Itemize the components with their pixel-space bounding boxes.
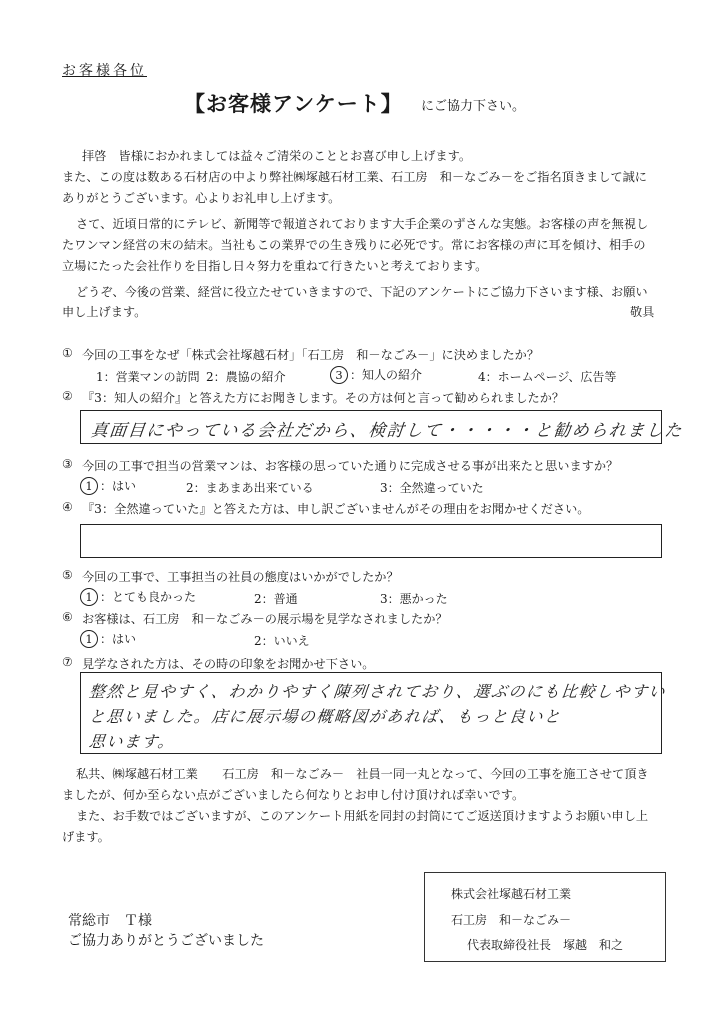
q2-number: ②	[62, 389, 73, 403]
q5-option-2: 2：普通	[254, 592, 298, 606]
page-title: 【お客様アンケート】	[184, 91, 403, 116]
q7-handwritten-line-3: 思います。	[87, 732, 177, 751]
q1-number: ①	[62, 346, 73, 360]
q5-number: ⑤	[62, 568, 73, 582]
q3-number: ③	[62, 457, 73, 471]
company-representative: 代表取締役社長 塚越 和之	[467, 938, 624, 952]
q6-text: お客様は、石工房 和－なごみ－の展示場を見学なされましたか？	[82, 612, 448, 626]
q3-text: 今回の工事で担当の営業マンは、お客様の思っていた通りに完成させる事が出来たと思いますか？	[82, 459, 619, 473]
q3-option-1	[80, 477, 136, 495]
q1-text: 今回の工事をなぜ「株式会社塚越石材」「石工房 和－なごみ－」に決めましたか？	[82, 348, 540, 362]
selected-circle-mark: 1	[80, 477, 98, 495]
q7-number: ⑦	[62, 655, 73, 669]
q6-option-1	[80, 630, 136, 648]
q4-number: ④	[62, 500, 73, 514]
company-brand: 石工房 和－なごみ－	[451, 913, 572, 927]
q1-option-4: 4：ホームページ、広告等	[478, 370, 617, 384]
selected-circle-mark: 1	[80, 630, 98, 648]
customer-thanks: ご協力ありがとうございました	[68, 933, 264, 949]
q6-option-2: 2：いいえ	[254, 634, 310, 648]
q7-text: 見学なされた方は、その時の印象をお聞かせ下さい。	[82, 657, 375, 671]
intro-line-1: 拝啓 皆様におかれましては益々ご清栄のこととお喜び申し上げます。	[82, 149, 472, 163]
intro-line-2: また、この度は数ある石材店の中より弊社㈱塚越石材工業、石工房 和－なごみ－をご指名頂きまして誠に	[62, 170, 647, 184]
outro-line-2: ましたが、何か至らない点がございましたら何なりとお申し付け頂ければ幸いです。	[62, 788, 525, 802]
q7-answer-box	[80, 672, 668, 754]
selected-circle-mark: 1	[80, 588, 98, 606]
intro-line-4: さて、近頃日常的にテレビ、新聞等で報道されております大手企業のずさんな実態。お客様の声を無視し	[76, 217, 649, 231]
company-name: 株式会社塚越石材工業	[451, 887, 572, 901]
intro-closing: 敬具	[630, 305, 655, 319]
q2-handwritten-answer: 真面目にやっている会社だから、検討して・・・・・と勧められました	[89, 421, 684, 441]
q1-option-3	[330, 366, 422, 384]
q6-option-1-label: ：はい	[100, 632, 137, 646]
customer-name: 常総市 Ｔ様	[68, 913, 152, 929]
company-signature-box	[424, 872, 666, 962]
q6-number: ⑥	[62, 610, 73, 624]
q1-option-2: 2：農協の紹介	[206, 370, 286, 384]
q2-answer-box	[80, 410, 684, 444]
q5-option-1	[80, 588, 196, 606]
selected-circle-mark: 3	[330, 366, 348, 384]
q4-answer-box	[80, 524, 662, 558]
intro-line-6: 立場にたった会社作りを目指し日々努力を重ねて行きたいと考えております。	[62, 259, 488, 273]
q5-option-3: 3：悪かった	[380, 592, 448, 606]
q1-option-3-label: ：知人の紹介	[350, 368, 423, 382]
title-suffix: にご協力下さい。	[421, 99, 526, 114]
outro-line-3: また、お手数ではございますが、このアンケート用紙を同封の封筒にてご返送頂けますようお願い申し上	[76, 809, 649, 823]
intro-line-7: どうぞ、今後の営業、経営に役立たせていきますので、下記のアンケートにご協力下さいます様、お願い	[76, 285, 648, 299]
outro-line-1: 私共、㈱塚越石材工業 石工房 和－なごみ－ 社員一同一丸となって、今回の工事を施工させて頂き	[76, 767, 649, 781]
q2-text: 『3：知人の紹介』と答えた方にお聞きします。その方は何と言って勧められましたか？	[82, 391, 565, 405]
q3-option-3: 3：全然違っていた	[380, 481, 484, 495]
intro-line-8: 申し上げます。	[62, 305, 147, 319]
q5-text: 今回の工事で、工事担当の社員の態度はいかがでしたか？	[82, 570, 399, 584]
q7-handwritten-line-2: と思いました。店に展示場の概略図があれば、もっと良いと	[87, 707, 563, 726]
addressee: お客様各位	[62, 63, 147, 79]
q7-handwritten-line-1: 整然と見やすく、わかりやすく陳列されており、選ぶのにも比較しやすい	[87, 682, 668, 701]
q4-text: 『3：全然違っていた』と答えた方は、申し訳ございませんがその理由をお聞かせください。	[82, 502, 590, 516]
q1-option-1: 1：営業マンの訪問	[96, 370, 200, 384]
q5-option-1-label: ：とても良かった	[100, 590, 197, 604]
intro-line-3: ありがとうございます。心よりお礼申し上げます。	[62, 191, 341, 205]
intro-line-5: たワンマン経営の末の結末。当社もこの業界での生き残りに必死です。常にお客様の声に耳を傾け、相手の	[62, 238, 646, 252]
outro-line-4: げます。	[62, 830, 110, 844]
q3-option-1-label: ：はい	[100, 479, 137, 493]
q3-option-2: 2：まあまあ出来ている	[186, 481, 314, 495]
